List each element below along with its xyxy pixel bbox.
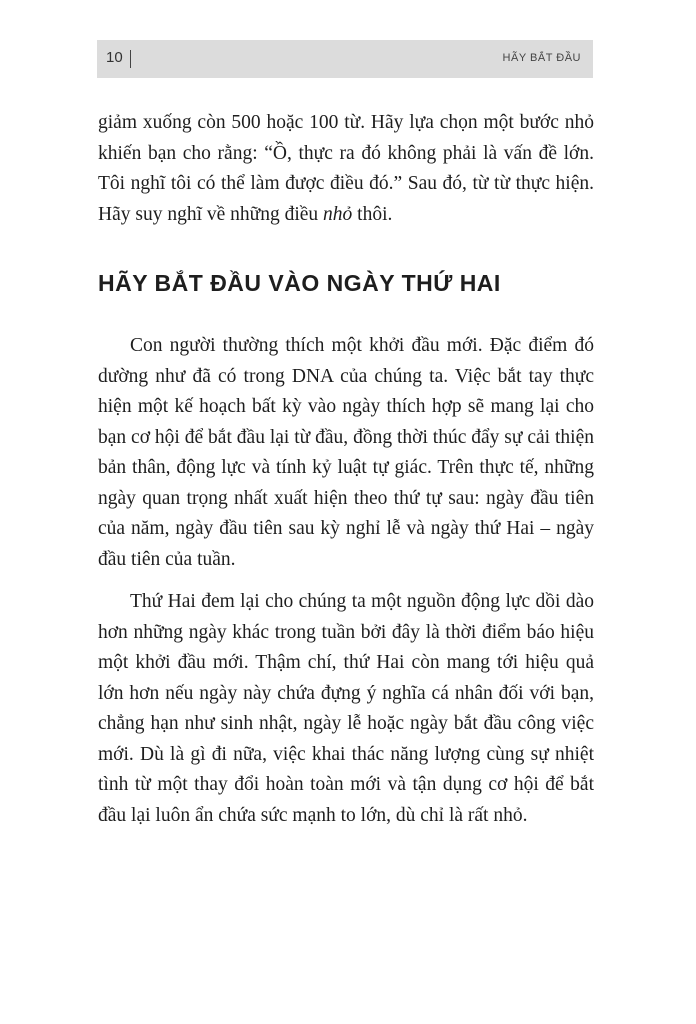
emphasis-text: nhỏ bbox=[323, 203, 353, 225]
page-content bbox=[98, 108, 594, 831]
running-head: HÃY BẮT ĐẦU bbox=[502, 52, 581, 64]
page-header-bar bbox=[97, 40, 593, 78]
page-number: 10 bbox=[106, 49, 123, 66]
paragraph-text-end: thôi. bbox=[352, 203, 393, 225]
header-divider bbox=[130, 50, 131, 68]
paragraph-text: giảm xuống còn 500 hoặc 100 từ. Hãy lựa chọn một bước nhỏ khiến bạn cho rằng: “Ồ, thực ra đó không phải là vấn đề lớn. Tôi nghĩ tôi có thể làm được điều đó.” Sau đó, từ từ thực hiện. Hãy suy nghĩ về những điều bbox=[98, 112, 594, 225]
paragraph: Thứ Hai đem lại cho chúng ta một nguồn động lực dồi dào hơn những ngày khác trong tuần bởi đây là thời điểm báo hiệu một khởi đầu mới. Thậm chí, thứ Hai còn mang tới hiệu quả lớn hơn nếu ngày này chứa đựng ý nghĩa cá nhân đối với bạn, chẳng hạn như sinh nhật, ngày lễ hoặc ngày bắt đầu công việc mới. Dù là gì đi nữa, việc khai thác năng lượng cùng sự nhiệt tình từ một thay đổi hoàn toàn mới và tận dụng cơ hội để bắt đầu lại luôn ẩn chứa sức mạnh to lớn, dù chỉ là rất nhỏ. bbox=[98, 591, 594, 826]
section-heading: HÃY BẮT ĐẦU VÀO NGÀY THỨ HAI bbox=[98, 270, 501, 296]
paragraph: Con người thường thích một khởi đầu mới. Đặc điểm đó dường như đã có trong DNA của chúng ta. Việc bắt tay thực hiện một kế hoạch bất kỳ vào ngày thích hợp sẽ mang lại cho bạn cơ hội để bắt đầu lại từ đầu, đồng thời thúc đẩy sự cải thiện bản thân, động lực và tính kỷ luật tự giác. Trên thực tế, những ngày quan trọng nhất xuất hiện theo thứ tự sau: ngày đầu tiên của năm, ngày đầu tiên sau kỳ nghỉ lễ và ngày thứ Hai – ngày đầu tiên của tuần. bbox=[98, 335, 594, 570]
paragraph-continued bbox=[98, 108, 594, 230]
